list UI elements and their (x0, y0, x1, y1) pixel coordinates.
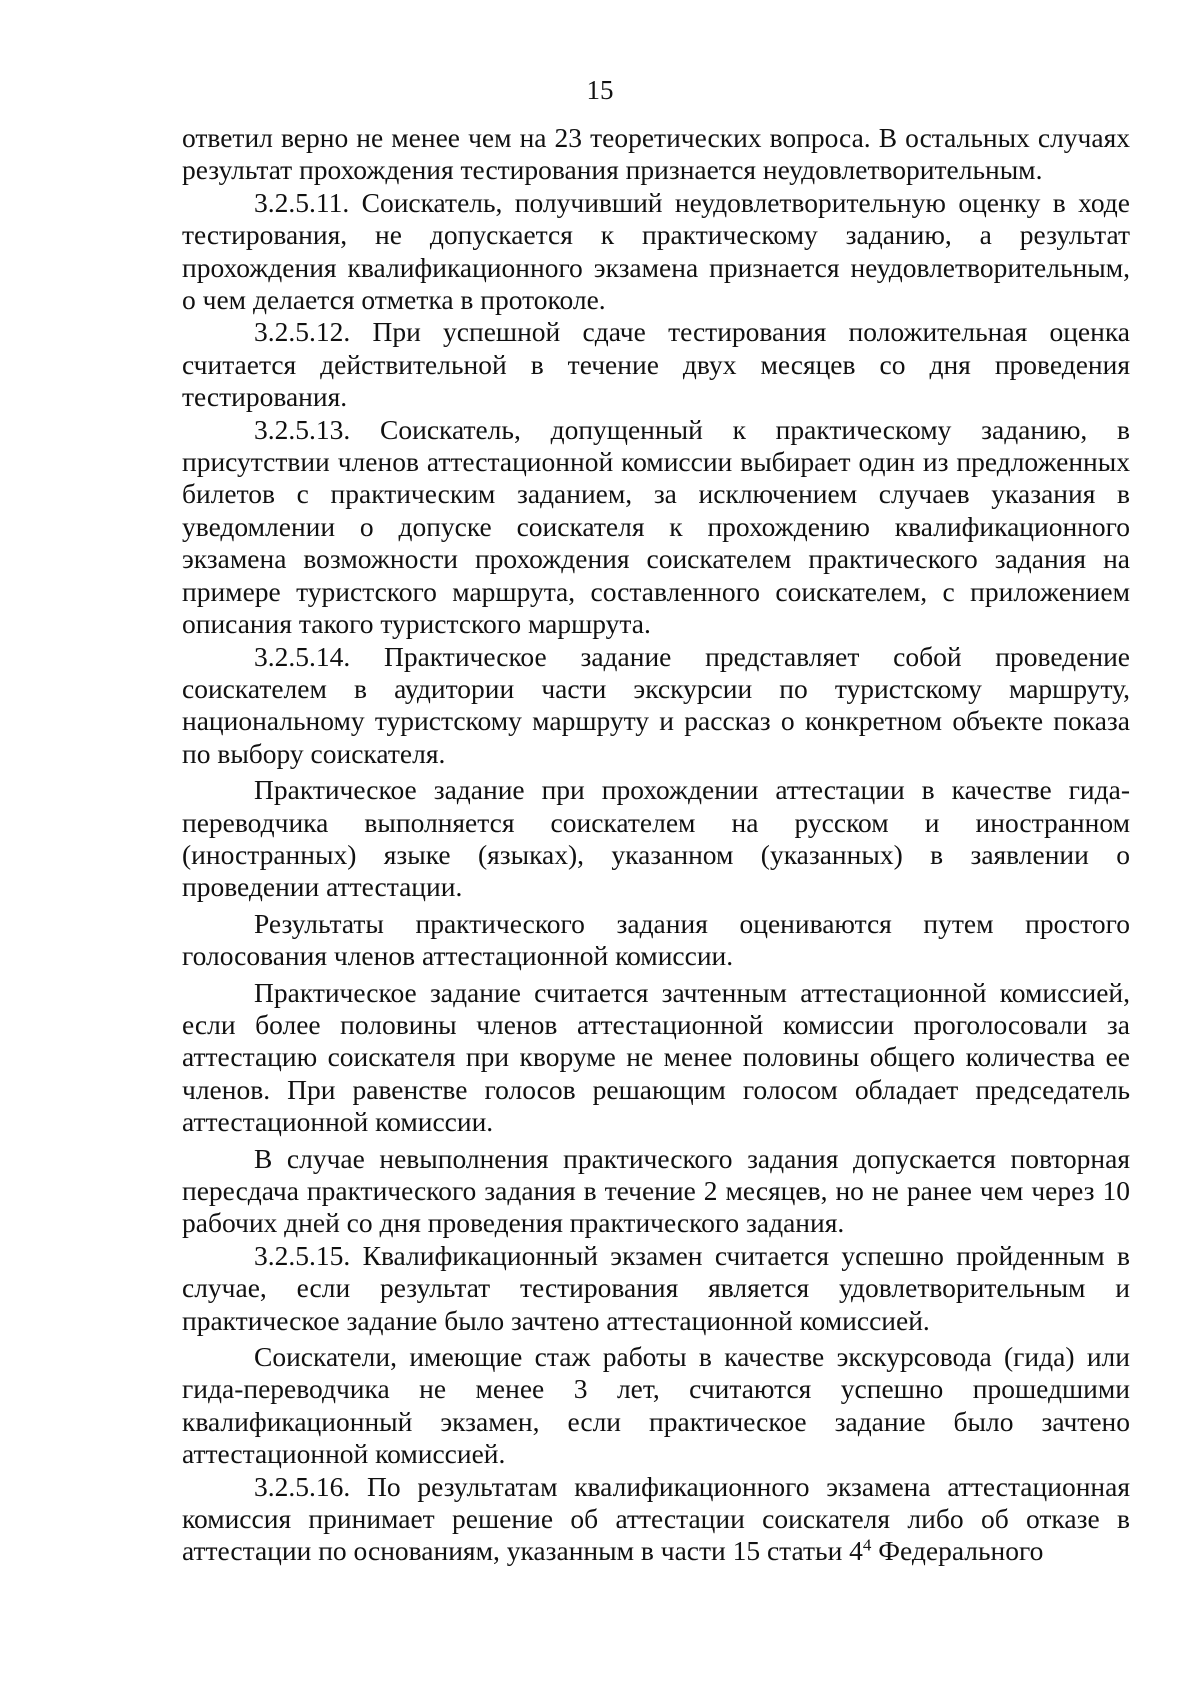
paragraph-guide-interpreter: Практическое задание при прохождении аттестации в качестве гида-переводчика выполняется соискателем на русском и иностранном (иностранных) языке (языках), указанном (указанных) в заявлении о проведении аттестации. (182, 774, 1130, 903)
page-number: 15 (586, 75, 614, 105)
document-body (182, 122, 1130, 1568)
paragraph-3-2-5-16-text: 3.2.5.16. По результатам квалификационного экзамена аттестационная комиссия принимает решение об аттестации соискателя либо об отказе в аттестации по основаниям, указанным в части 15 статьи 4 (182, 1470, 1130, 1567)
paragraph-3-2-5-14: 3.2.5.14. Практическое задание представляет собой проведение соискателем в аудитории части экскурсии по туристскому маршруту, национальному туристскому маршруту и рассказ о конкретном объекте показа по выбору соискателя. (182, 640, 1130, 769)
paragraph-voting-results: Результаты практического задания оцениваются путем простого голосования членов аттестационной комиссии. (182, 907, 1130, 972)
paragraph-retake: В случае невыполнения практического задания допускается повторная пересдача практического задания в течение 2 месяцев, но не ранее чем через 10 рабочих дней со дня проведения практического задания. (182, 1142, 1130, 1239)
article-superscript: 4 (862, 1536, 872, 1556)
paragraph-3-2-5-12: 3.2.5.12. При успешной сдаче тестирования положительная оценка считается действительной в течение двух месяцев со дня проведения тестирования. (182, 316, 1130, 413)
paragraph-continuation: ответил верно не менее чем на 23 теоретических вопроса. В остальных случаях результат прохождения тестирования признается неудовлетворительным. (182, 122, 1130, 186)
paragraph-3-2-5-16-tail: Федерального (871, 1535, 1044, 1567)
paragraph-experienced-applicants: Соискатели, имеющие стаж работы в качестве экскурсовода (гида) или гида-переводчика не менее 3 лет, считаются успешно прошедшими квалификационный экзамен, если практическое задание было зачтено аттестационной комиссией. (182, 1341, 1130, 1470)
paragraph-3-2-5-13: 3.2.5.13. Соискатель, допущенный к практическому заданию, в присутствии членов аттестационной комиссии выбирает один из предложенных билетов с практическим заданием, за исключением случаев указания в уведомлении о допуске соискателя к прохождению квалификационного экзамена возможности прохождения соискателем практического задания на примере туристского маршрута, составленного соискателем, с приложением описания такого туристского маршрута. (182, 413, 1130, 640)
paragraph-task-passed: Практическое задание считается зачтенным аттестационной комиссией, если более половины членов аттестационной комиссии проголосовали за аттестацию соискателя при кворуме не менее половины общего количества ее членов. При равенстве голосов решающим голосом обладает председатель аттестационной комиссии. (182, 976, 1130, 1138)
paragraph-3-2-5-16 (182, 1471, 1130, 1568)
paragraph-3-2-5-11: 3.2.5.11. Соискатель, получивший неудовлетворительную оценку в ходе тестирования, не допускается к практическому заданию, а результат прохождения квалификационного экзамена признается неудовлетворительным, о чем делается отметка в протоколе. (182, 186, 1130, 316)
paragraph-3-2-5-15: 3.2.5.15. Квалификационный экзамен считается успешно пройденным в случае, если результат тестирования является удовлетворительным и практическое задание было зачтено аттестационной комиссией. (182, 1239, 1130, 1336)
